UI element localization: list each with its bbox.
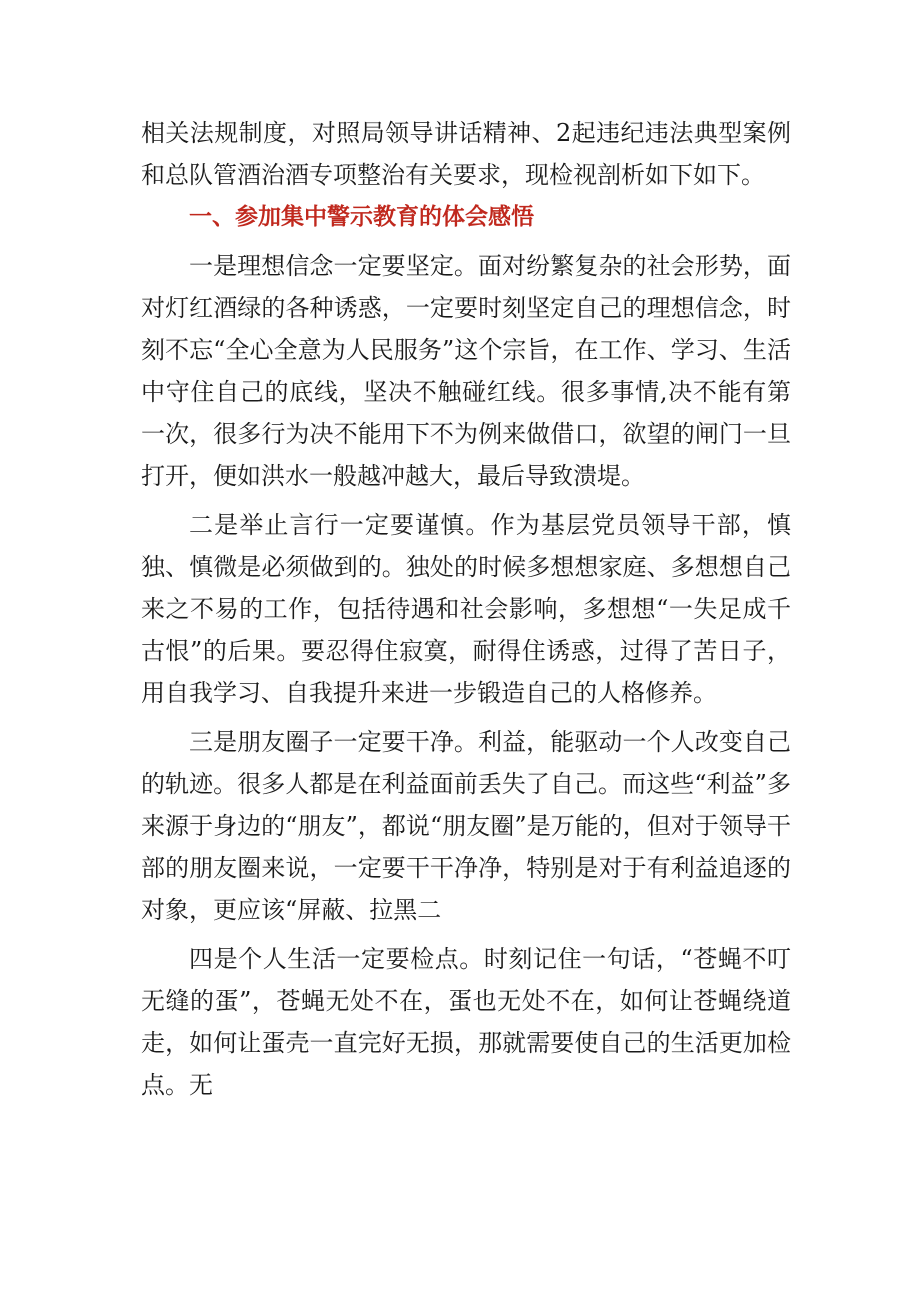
paragraph-3: 三是朋友圈子一定要干净。利益，能驱动一个人改变自己的轨迹。很多人都是在利益面前丢失了自己。而这些“利益”多来源于身边的“朋友”，都说“朋友圈”是万能的，但对于领导干部的朋友圈来说，一定要干干净净，特别是对于有利益追逐的对象，更应该“屏蔽、拉黑二 (141, 728, 791, 924)
paragraph-2: 二是举止言行一定要谨慎。作为基层党员领导干部，慎独、慎微是必须做到的。独处的时候多想想家庭、多想想自己来之不易的工作，包括待遇和社会影响，多想想“一失足成千古恨”的后果。要忍得住寂寞，耐得住诱惑，过得了苦日子，用自我学习、自我提升来进一步锻造自己的人格修养。 (141, 511, 791, 707)
section-heading: 一、参加集中警示教育的体会感悟 (189, 204, 534, 230)
paragraph-4: 四是个人生活一定要检点。时刻记住一句话，“苍蝇不叮无缝的蛋”，苍蝇无处不在，蛋也无处不在，如何让苍蝇绕道走，如何让蛋壳一直完好无损，那就需要使自己的生活更加检点。无 (141, 945, 791, 1099)
intro-paragraph: 相关法规制度，对照局领导讲话精神、2起违纪违法典型案例和总队管酒治酒专项整治有关要求，现检视剖析如下如下。 (141, 119, 791, 189)
paragraph-1: 一是理想信念一定要坚定。面对纷繁复杂的社会形势，面对灯红酒绿的各种诱惑，一定要时刻坚定自己的理想信念，时刻不忘“全心全意为人民服务”这个宗旨，在工作、学习、生活中守住自己的底线，坚决不触碰红线。很多事情,决不能有第一次，很多行为决不能用下不为例来做借口，欲望的闸门一旦打开，便如洪水一般越冲越大，最后导致溃堤。 (141, 252, 791, 490)
document-body (141, 112, 791, 1106)
